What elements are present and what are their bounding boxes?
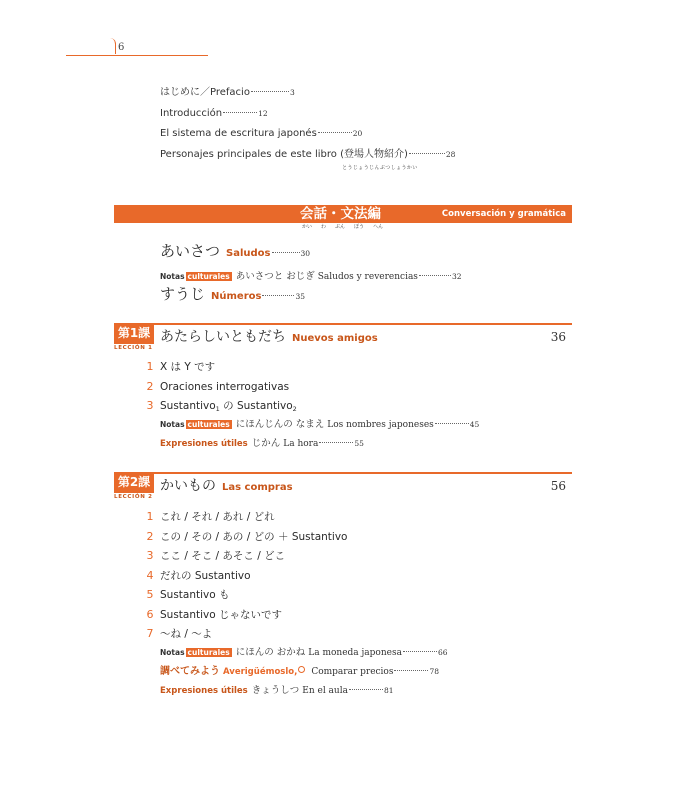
lesson-title-es: Las compras bbox=[222, 482, 293, 493]
notas-culturales-entry[interactable] bbox=[140, 644, 560, 663]
notas-culturales-label bbox=[160, 272, 232, 281]
shirabete-label-es: Averigüémoslo, bbox=[223, 666, 298, 677]
grammar-item[interactable] bbox=[140, 605, 560, 625]
toc-entry-notas-saludos[interactable] bbox=[160, 264, 461, 283]
furigana: ぽう bbox=[354, 224, 365, 230]
entry-title-jp: にほんじんの なまえ bbox=[235, 418, 325, 430]
entry-title-jp: すうじ bbox=[160, 285, 206, 303]
leader-dots bbox=[394, 670, 428, 671]
item-number: 4 bbox=[146, 568, 154, 582]
item-number: 1 bbox=[146, 360, 154, 373]
lesson-title-jp-text: かいもの bbox=[160, 478, 216, 494]
item-number: 1 bbox=[146, 510, 154, 523]
entry-title-es: Saludos y reverencias bbox=[317, 272, 418, 282]
entry-title-es: La hora bbox=[283, 438, 319, 449]
grammar-item[interactable] bbox=[140, 377, 560, 397]
leader-dots bbox=[262, 295, 294, 296]
section-title-es: Conversación y gramática bbox=[441, 209, 566, 219]
toc-entry-title: El sistema de escritura japonés bbox=[160, 128, 317, 139]
grammar-item[interactable] bbox=[140, 546, 560, 566]
entry-title-jp: きょうしつ bbox=[251, 684, 300, 696]
notas-culturales-entry[interactable] bbox=[140, 416, 560, 435]
toc-entry-page: 12 bbox=[258, 108, 268, 118]
furigana: わ bbox=[321, 224, 327, 230]
notas-word: Notas bbox=[160, 272, 185, 281]
item-text: Sustantivo じゃないです bbox=[160, 608, 283, 621]
entry-title-es: Comparar precios bbox=[311, 666, 394, 677]
toc-entry-title-jp bbox=[340, 148, 418, 171]
item-number: 3 bbox=[146, 549, 154, 562]
entry-page: 30 bbox=[300, 249, 311, 258]
toc-entry-personajes[interactable] bbox=[160, 148, 560, 169]
leader-dots bbox=[251, 91, 289, 92]
entry-title-es: En el aula bbox=[302, 685, 348, 696]
leader-dots bbox=[403, 651, 437, 652]
lesson-title-jp-text: あたらしいともだち bbox=[160, 329, 286, 345]
grammar-item[interactable] bbox=[140, 507, 560, 527]
furigana: とうじょうじんぶつしょうかい bbox=[342, 164, 418, 171]
notas-word: Notas bbox=[160, 647, 185, 657]
leader-dots bbox=[409, 153, 445, 154]
shirabete-label-jp: 調べてみよう bbox=[160, 665, 220, 677]
entry-title-jp: にほんの おかね bbox=[235, 646, 306, 658]
entry-page: 35 bbox=[295, 292, 306, 301]
grammar-item[interactable] bbox=[140, 624, 560, 644]
expresiones-label: Expresiones útiles bbox=[160, 685, 248, 696]
item-text: Sustantivo bbox=[160, 400, 216, 412]
item-number: 6 bbox=[146, 607, 154, 621]
toc-entry-sistema-escritura[interactable] bbox=[160, 127, 560, 148]
entry-title-jp: じかん bbox=[251, 437, 281, 449]
toc-entry-page: 3 bbox=[289, 88, 295, 97]
leader-dots bbox=[272, 252, 300, 253]
notas-culturales-label bbox=[160, 644, 232, 662]
toc-entry-introduccion[interactable] bbox=[160, 107, 560, 128]
culturales-tag: culturales bbox=[187, 647, 230, 657]
item-number: 3 bbox=[146, 399, 154, 412]
lesson-title-es: Nuevos amigos bbox=[292, 333, 378, 344]
entry-page: 55 bbox=[354, 438, 364, 448]
leader-dots bbox=[319, 442, 353, 443]
item-text: Sustantivo も bbox=[160, 589, 230, 601]
page-number: 6 bbox=[118, 42, 125, 53]
entry-title-es: Saludos bbox=[226, 248, 271, 259]
grammar-item[interactable] bbox=[140, 396, 560, 416]
section-banner bbox=[114, 205, 572, 223]
toc-entry-saludos[interactable] bbox=[160, 240, 310, 261]
leader-dots bbox=[349, 689, 383, 690]
item-text: この / その / あの / どの ＋ Sustantivo bbox=[160, 530, 348, 543]
notas-culturales-label bbox=[160, 416, 232, 434]
toc-entry-title: はじめに／Prefacio bbox=[160, 87, 250, 98]
notas-word: Notas bbox=[160, 419, 185, 429]
item-text: の Sustantivo bbox=[219, 400, 293, 412]
leader-dots bbox=[223, 112, 257, 113]
section-furigana bbox=[302, 223, 392, 230]
lesson-number-label: LECCIÓN 2 bbox=[114, 494, 153, 500]
furigana: かい bbox=[302, 224, 313, 230]
magnifier-icon bbox=[298, 666, 305, 673]
culturales-tag: culturales bbox=[187, 419, 230, 429]
shirabete-miyou-entry[interactable] bbox=[140, 663, 560, 682]
furigana: ぶん bbox=[335, 224, 346, 230]
leader-dots bbox=[419, 275, 451, 276]
entry-title-jp: あいさつと おじぎ bbox=[235, 271, 315, 282]
entry-page: 78 bbox=[429, 666, 440, 676]
toc-entry-page: 28 bbox=[445, 149, 456, 159]
furigana: へん bbox=[373, 224, 384, 230]
lesson-1-header[interactable] bbox=[114, 323, 572, 351]
lesson-title-jp bbox=[160, 475, 293, 495]
lesson-2-header[interactable] bbox=[114, 472, 572, 500]
grammar-item[interactable] bbox=[140, 527, 560, 547]
item-number: 7 bbox=[146, 627, 154, 640]
entry-title-jp: あいさつ bbox=[160, 242, 221, 260]
lesson-badge: 第2課 bbox=[114, 473, 154, 493]
lesson-number-label: LECCIÓN 1 bbox=[114, 345, 153, 351]
toc-entry-title: Personajes principales de este libro bbox=[160, 148, 337, 160]
expresiones-utiles-entry[interactable] bbox=[140, 435, 560, 454]
header-tab-mark bbox=[110, 38, 116, 54]
entry-title-es: La moneda japonesa bbox=[308, 647, 402, 658]
leader-dots bbox=[435, 423, 469, 424]
leader-dots bbox=[318, 132, 352, 133]
item-text: これ / それ / あれ / どれ bbox=[160, 511, 275, 523]
item-number: 5 bbox=[146, 588, 154, 601]
subscript: 1 bbox=[215, 405, 220, 413]
item-number: 2 bbox=[146, 529, 154, 543]
lesson-badge: 第1課 bbox=[114, 324, 154, 344]
entry-title-es: Los nombres japoneses bbox=[327, 419, 434, 430]
entry-title-es: Números bbox=[211, 291, 262, 302]
front-matter-list bbox=[160, 86, 560, 171]
lesson-page: 56 bbox=[550, 479, 566, 493]
entry-page: 32 bbox=[451, 272, 462, 281]
lesson-2-items bbox=[140, 507, 560, 701]
toc-entry-title: Introducción bbox=[160, 107, 223, 119]
expresiones-utiles-entry[interactable] bbox=[140, 682, 560, 701]
page-header-rule bbox=[66, 38, 208, 56]
entry-page: 45 bbox=[469, 419, 480, 429]
title-jp-text: (登場人物紹介) bbox=[340, 148, 408, 160]
section-title-jp: 会話・文法編 bbox=[300, 206, 381, 222]
entry-page: 81 bbox=[383, 685, 394, 695]
toc-entry-numeros[interactable] bbox=[160, 283, 305, 304]
lesson-page: 36 bbox=[550, 330, 566, 344]
item-text: ここ / そこ / あそこ / どこ bbox=[160, 550, 286, 562]
grammar-item[interactable] bbox=[140, 566, 560, 586]
expresiones-label: Expresiones útiles bbox=[160, 438, 248, 449]
subscript: 2 bbox=[292, 405, 297, 413]
item-text: X は Y です bbox=[160, 361, 216, 373]
toc-entry-page: 20 bbox=[352, 129, 363, 138]
entry-page: 66 bbox=[437, 647, 448, 657]
grammar-item[interactable] bbox=[140, 585, 560, 605]
item-text: だれの Sustantivo bbox=[160, 569, 251, 582]
item-text: Oraciones interrogativas bbox=[160, 380, 290, 393]
toc-entry-prefacio[interactable] bbox=[160, 86, 560, 107]
lesson-1-items bbox=[140, 357, 560, 454]
item-number: 2 bbox=[146, 379, 154, 393]
lesson-title-jp bbox=[160, 326, 378, 346]
grammar-item[interactable] bbox=[140, 357, 560, 377]
culturales-tag: culturales bbox=[187, 272, 230, 281]
item-text: 〜ね / 〜よ bbox=[160, 628, 213, 640]
